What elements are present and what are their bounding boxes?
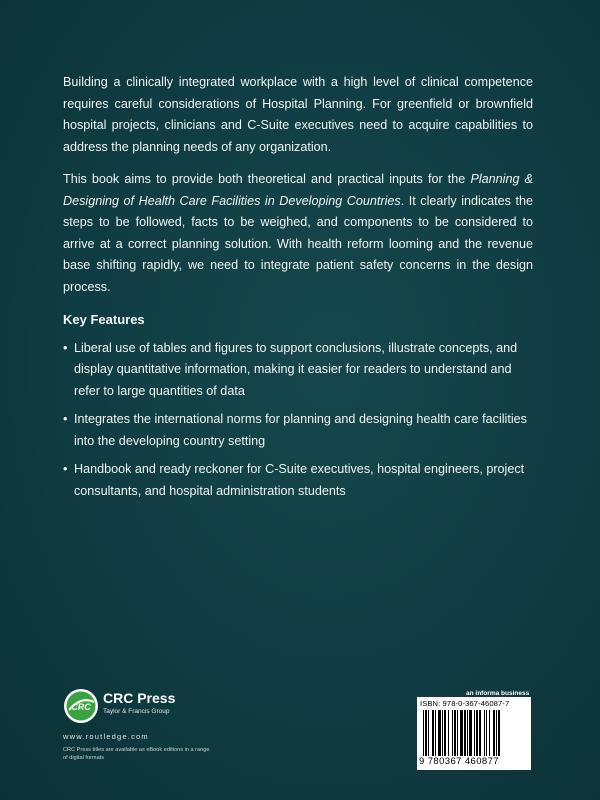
barcode-bar [464, 710, 466, 756]
barcode-bar [484, 710, 485, 756]
barcode-bar [423, 710, 424, 756]
barcode-bar [444, 710, 446, 756]
publisher-subtitle: Taylor & Francis Group [103, 708, 170, 715]
barcode-bar [489, 710, 490, 756]
barcode-panel [417, 697, 531, 770]
informa-business-label: an informa business [466, 690, 530, 697]
barcode-bar [448, 710, 449, 756]
book-title-italic: Planning & Designing of Health Care Facilities in Developing Countries [63, 172, 533, 208]
barcode-bar [425, 710, 427, 756]
barcode-bar [476, 710, 478, 756]
feature-item [63, 338, 533, 403]
intro-paragraph: Building a clinically integrated workplace with a high level of clinical competence requires careful considerations of Hospital Planning. For greenfield or brownfield hospital projects, clinicians and C-Suite executives need to acquire capabilities to address the planning needs of any organization. [63, 75, 533, 154]
barcode-bar [498, 710, 500, 756]
feature-text: Handbook and ready reckoner for C-Suite executives, hospital engineers, project consultants, and hospital administration students [74, 462, 525, 498]
bullet-icon: • [63, 340, 68, 355]
barcode-bar [438, 710, 441, 756]
barcode-bar [435, 710, 436, 756]
key-features-heading: Key Features [63, 312, 145, 327]
barcode-bar [460, 710, 463, 756]
barcode-bar [469, 710, 472, 756]
barcode-bar [486, 710, 487, 756]
crc-logo-icon [63, 688, 99, 724]
publisher-name: CRC Press [103, 690, 176, 706]
isbn-digits: 9 780367 460877 [419, 756, 499, 767]
feature-text: Integrates the international norms for planning and designing health care facilities into the developing country setting [74, 412, 527, 448]
key-features-list [63, 338, 533, 503]
barcode-bar [496, 710, 497, 756]
barcode-icon [423, 710, 525, 756]
publisher-logo [63, 688, 313, 768]
barcode-bar [457, 710, 458, 756]
ebook-note: CRC Press titles are available as eBook editions in a range of digital formats [63, 747, 210, 761]
bullet-icon: • [63, 462, 68, 476]
barcode-bar [467, 710, 468, 756]
barcode-bar [454, 710, 456, 756]
feature-item [63, 409, 533, 452]
logo-mark-text: CRC [71, 702, 91, 712]
publisher-url[interactable]: www.routledge.com [63, 732, 149, 741]
feature-text: Liberal use of tables and figures to support conclusions, illustrate concepts, and display quantitative information, making it easier for readers to understand and refer to large quantities of data [74, 340, 518, 398]
barcode-bar [474, 710, 475, 756]
barcode-bar [493, 710, 495, 756]
barcode-bar [432, 710, 434, 756]
barcode-bar [479, 710, 481, 756]
barcode-bar [428, 710, 429, 756]
aim-paragraph [63, 169, 533, 298]
isbn-label: ISBN: 978-0-367-46087-7 [420, 699, 510, 708]
barcode-bar [442, 710, 443, 756]
description-block [63, 72, 533, 509]
aim-text-after: . It clearly indicates the steps to be followed, facts to be weighed, and components to be considered to arrive at a correct planning solution. With health reform looming and the revenue base shifting rapidly, we need to integrate patient safety concerns in the design process. [63, 193, 533, 294]
bullet-icon: • [63, 412, 68, 426]
feature-item [63, 459, 533, 502]
aim-text-before: This book aims to provide both theoretical and practical inputs for the [63, 172, 471, 186]
barcode-bar [452, 710, 453, 756]
